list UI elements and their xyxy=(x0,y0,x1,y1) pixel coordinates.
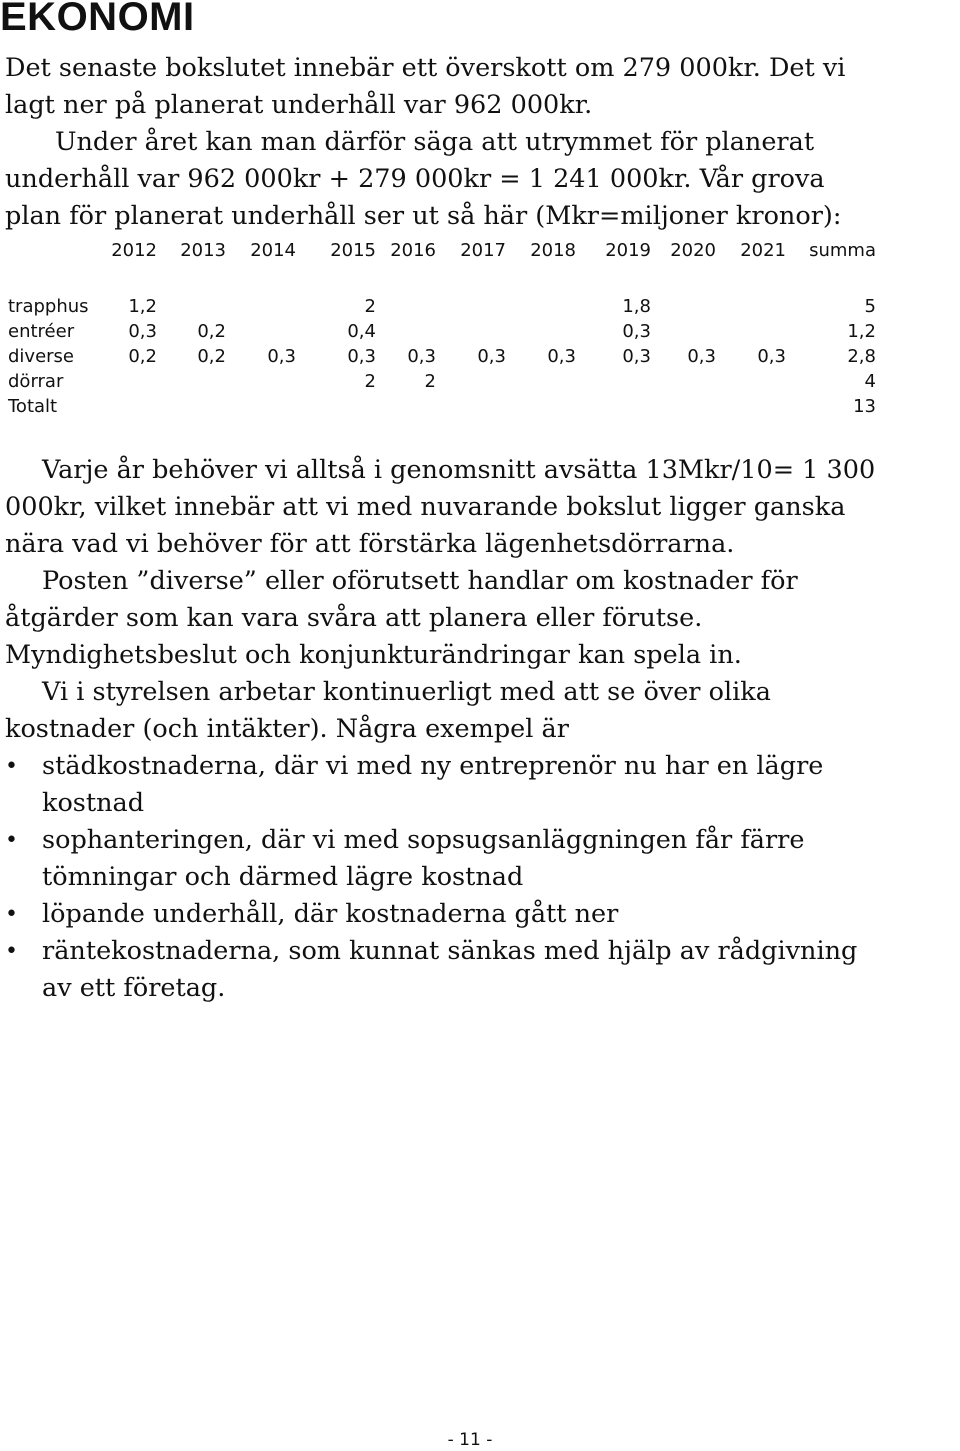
table-header-cell: 2014 xyxy=(250,240,296,261)
list-item-text: kostnad xyxy=(42,788,145,818)
table-header-cell: 2017 xyxy=(460,240,506,261)
list-item-text: tömningar och därmed lägre kostnad xyxy=(42,862,524,892)
intro-line: lagt ner på planerat underhåll var 962 000kr. xyxy=(5,90,593,120)
body-line: Varje år behöver vi alltså i genomsnitt avsätta 13Mkr/10= 1 300 xyxy=(42,455,876,485)
list-item-text: av ett företag. xyxy=(42,973,226,1003)
list-item-text: sophanteringen, där vi med sopsugsanläggningen får färre xyxy=(42,825,805,855)
examples-list xyxy=(5,748,960,1007)
body-paragraphs xyxy=(5,452,960,748)
table-cell: 2,8 xyxy=(847,346,876,367)
list-item xyxy=(5,748,960,822)
intro-line: Under året kan man därför säga att utrymmet för planerat xyxy=(55,127,815,157)
table-cell: 0,2 xyxy=(128,346,157,367)
table-cell: 0,3 xyxy=(622,321,651,342)
list-item xyxy=(5,933,960,1007)
table-row xyxy=(0,346,960,371)
table-header-row xyxy=(0,240,960,265)
intro-line: Det senaste bokslutet innebär ett överskott om 279 000kr. Det vi xyxy=(5,53,846,83)
table-cell: 0,3 xyxy=(477,346,506,367)
table-cell: 1,2 xyxy=(128,296,157,317)
table-header-cell: 2020 xyxy=(670,240,716,261)
table-cell: 2 xyxy=(364,371,376,392)
body-line: Vi i styrelsen arbetar kontinuerligt med att se över olika xyxy=(42,677,771,707)
table-row xyxy=(0,321,960,346)
table-row xyxy=(0,371,960,396)
list-item-text: räntekostnaderna, som kunnat sänkas med hjälp av rådgivning xyxy=(42,936,858,966)
table-cell: 0,3 xyxy=(267,346,296,367)
body-line: nära vad vi behöver för att förstärka lägenhetsdörrarna. xyxy=(5,529,735,559)
table-header-cell: 2018 xyxy=(530,240,576,261)
body-line: Posten ”diverse” eller oförutsett handlar om kostnader för xyxy=(42,566,798,596)
table-header-cell: 2013 xyxy=(180,240,226,261)
bullet-icon: • xyxy=(5,828,18,853)
table-header-cell: 2019 xyxy=(605,240,651,261)
table-header-cell: 2021 xyxy=(740,240,786,261)
table-cell: 5 xyxy=(864,296,876,317)
table-row-label: dörrar xyxy=(8,371,64,392)
table-header-cell: summa xyxy=(809,240,876,261)
table-cell: 0,3 xyxy=(687,346,716,367)
table-cell: 0,3 xyxy=(407,346,436,367)
list-item xyxy=(5,822,960,896)
page-number: - 11 - xyxy=(447,1430,493,1450)
bullet-icon: • xyxy=(5,902,18,927)
table-cell: 0,3 xyxy=(347,346,376,367)
list-item-text: löpande underhåll, där kostnaderna gått ner xyxy=(42,899,619,929)
table-cell: 0,3 xyxy=(757,346,786,367)
table-row-label: entréer xyxy=(8,321,75,342)
bullet-icon: • xyxy=(5,754,18,779)
table-cell: 0,2 xyxy=(197,321,226,342)
intro-line: plan för planerat underhåll ser ut så här (Mkr=miljoner kronor): xyxy=(5,201,842,231)
table-row-label: diverse xyxy=(8,346,75,367)
table-cell: 1,2 xyxy=(847,321,876,342)
body-line: 000kr, vilket innebär att vi med nuvarande bokslut ligger ganska xyxy=(5,492,846,522)
list-item xyxy=(5,896,960,933)
body-line: kostnader (och intäkter). Några exempel är xyxy=(5,714,569,744)
table-row-label: Totalt xyxy=(8,396,58,417)
table-row-label: trapphus xyxy=(8,296,89,317)
table-cell: 2 xyxy=(364,296,376,317)
table-cell: 0,4 xyxy=(347,321,376,342)
table-header-cell: 2015 xyxy=(330,240,376,261)
table-cell: 1,8 xyxy=(622,296,651,317)
table-header-cell: 2012 xyxy=(111,240,157,261)
table-cell: 0,3 xyxy=(547,346,576,367)
bullet-icon: • xyxy=(5,939,18,964)
body-text xyxy=(5,452,960,1007)
table-cell: 0,3 xyxy=(622,346,651,367)
table-row xyxy=(0,396,960,421)
table-header-cell: 2016 xyxy=(390,240,436,261)
body-line: Myndighetsbeslut och konjunkturändringar kan spela in. xyxy=(5,640,742,670)
page-title: EKONOMI xyxy=(0,0,195,39)
body-line: åtgärder som kan vara svåra att planera eller förutse. xyxy=(5,603,703,633)
intro-paragraph xyxy=(5,50,955,235)
table-cell: 4 xyxy=(864,371,876,392)
table-cell: 2 xyxy=(424,371,436,392)
list-item-text: städkostnaderna, där vi med ny entreprenör nu har en lägre xyxy=(42,751,824,781)
table-row xyxy=(0,296,960,321)
intro-line: underhåll var 962 000kr + 279 000kr = 1 241 000kr. Vår grova xyxy=(5,164,825,194)
table-cell: 0,2 xyxy=(197,346,226,367)
table-cell: 13 xyxy=(853,396,876,417)
table-cell: 0,3 xyxy=(128,321,157,342)
